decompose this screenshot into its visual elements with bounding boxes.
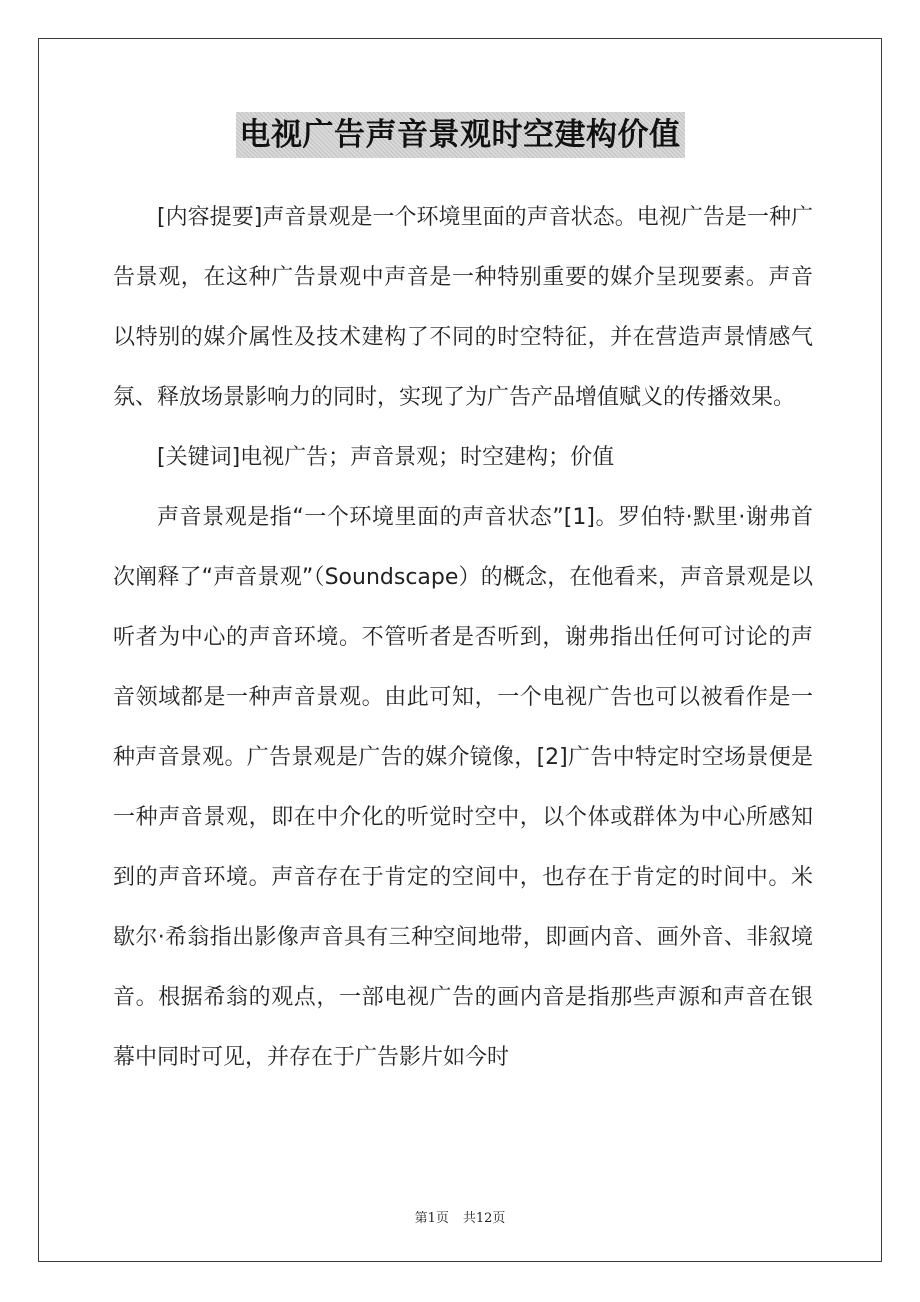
document-body [113, 188, 813, 1088]
page-footer [0, 1207, 920, 1226]
keywords-paragraph: [关键词]电视广告；声音景观；时空建构；价值 [157, 445, 615, 470]
page-number: 第1页 [414, 1211, 449, 1226]
abstract-paragraph: [内容提要]声音景观是一个环境里面的声音状态。电视广告是一种广告景观，在这种广告景观中声音是一种特别重要的媒介呈现要素。声音以特别的媒介属性及技术建构了不同的时空特征，并在营造声景情感气氛、释放场景影响力的同时，实现了为广告产品增值赋义的传播效果。 [113, 205, 813, 410]
document-title: 电视广告声音景观时空建构价值 [236, 112, 685, 158]
title-container [0, 112, 920, 158]
page-total: 共12页 [462, 1211, 506, 1226]
body-paragraph: 声音景观是指“一个环境里面的声音状态”[1]。罗伯特·默里·谢弗首次阐释了“声音景观”（Soundscape）的概念，在他看来，声音景观是以听者为中心的声音环境。不管听者是否听到，谢弗指出任何可讨论的声音领域都是一种声音景观。由此可知，一个电视广告也可以被看作是一种声音景观。广告景观是广告的媒介镜像，[2]广告中特定时空场景便是一种声音景观，即在中介化的听觉时空中，以个体或群体为中心所感知到的声音环境。声音存在于肯定的空间中，也存在于肯定的时间中。米歇尔·希翁指出影像声音具有三种空间地带，即画内音、画外音、非叙境音。根据希翁的观点，一部电视广告的画内音是指那些声源和声音在银幕中同时可见，并存在于广告影片如今时 [113, 505, 813, 1070]
